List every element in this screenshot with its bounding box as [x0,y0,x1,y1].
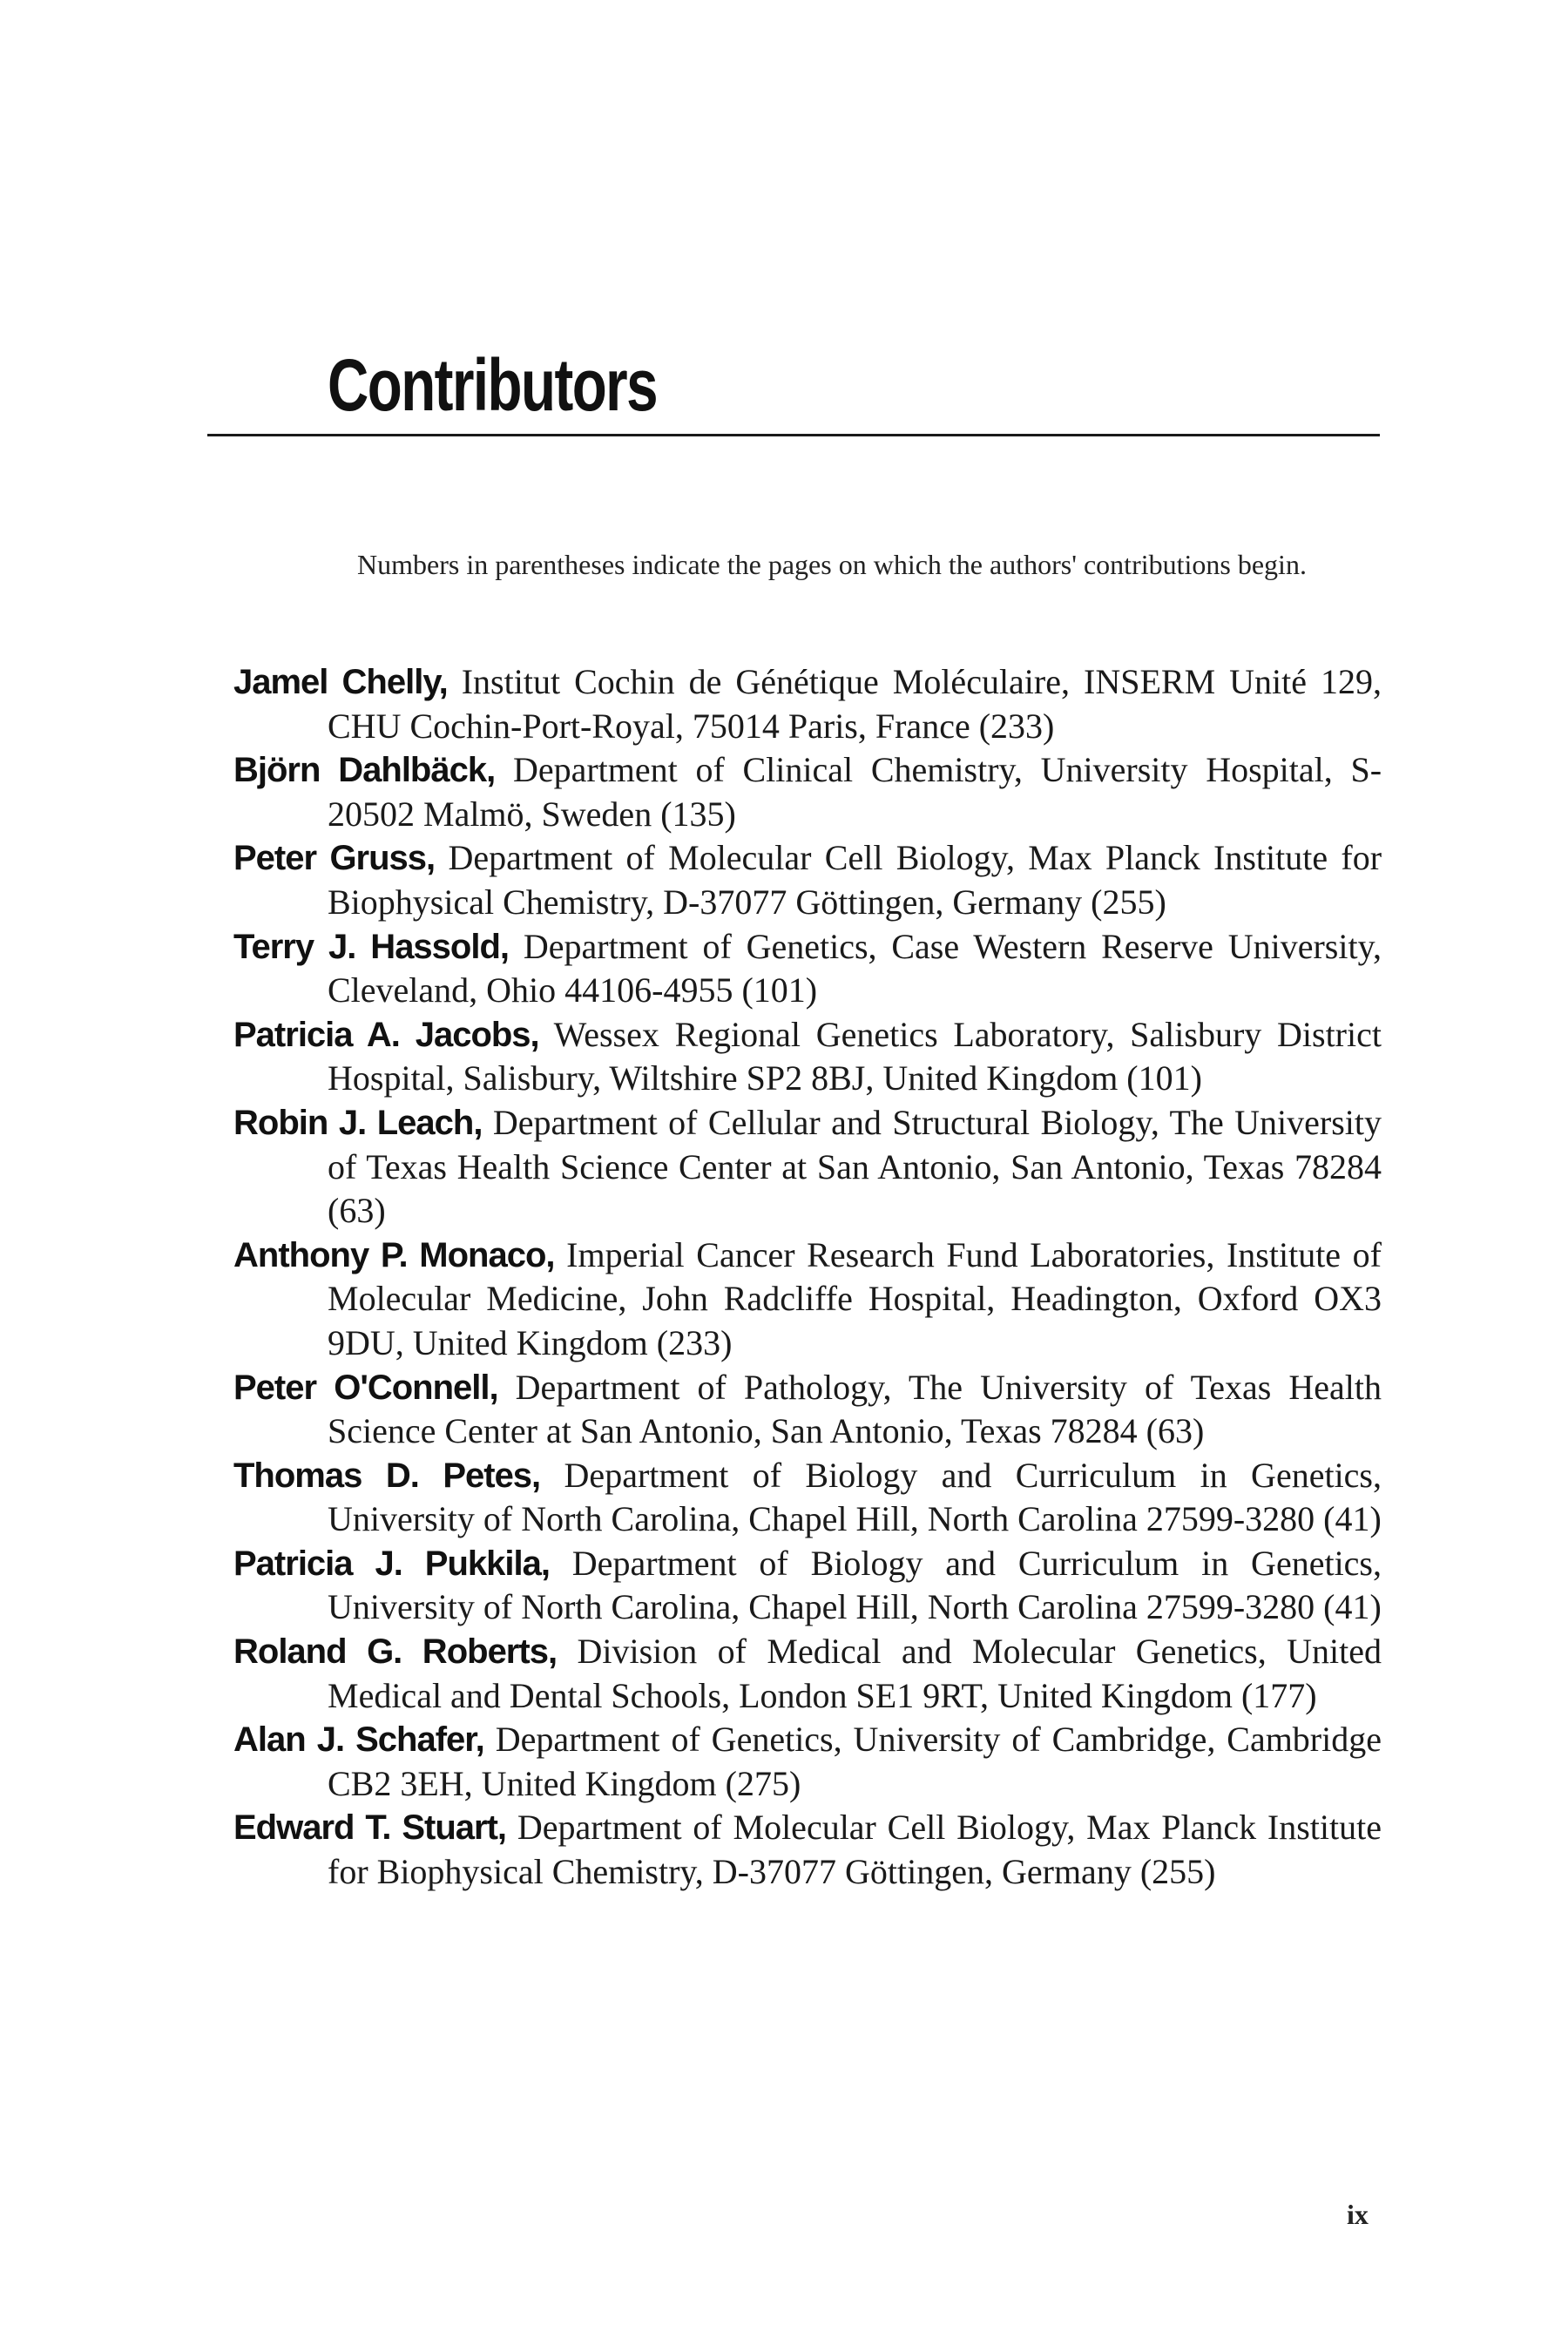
title-rule [207,434,1380,436]
contributor-name: Roland G. Roberts, [233,1632,558,1672]
contributor-entry [233,1806,1382,1894]
contributor-name: Jamel Chelly, [233,663,448,701]
contributor-name: Patricia A. Jacobs, [233,1015,539,1054]
contributor-details: Imperial Cancer Research Fund Laboratories, Institute of Molecular Medicine, John Radcliffe Hospital, Headington, Oxford OX3 9DU, United Kingdom (233) [328,1234,1382,1362]
contributor-name: Peter Gruss, [233,839,436,878]
contributor-details: Division of Medical and Molecular Genetics, United Medical and Dental Schools, London SE1 9RT, United Kingdom (177) [328,1632,1382,1715]
contributor-name: Anthony P. Monaco, [233,1235,555,1274]
contributor-details: Department of Genetics, University of Cambridge, Cambridge CB2 3EH, United Kingdom (275) [328,1720,1382,1803]
contributor-name: Patricia J. Pukkila, [233,1544,550,1583]
page-note: Numbers in parentheses indicate the pages on which the authors' contributions begin. [357,549,1307,580]
contributor-entry [233,660,1382,748]
contributor-details: Department of Pathology, The University of Texas Health Science Center at San Antonio, San Antonio, Texas 78284 (63) [328,1367,1382,1451]
contributor-details: Institut Cochin de Génétique Moléculaire, INSERM Unité 129, CHU Cochin-Port-Royal, 75014 Paris, France (233) [328,662,1382,746]
contributor-details: Department of Molecular Cell Biology, Max Planck Institute for Biophysical Chemistry, D-37077 Göttingen, Germany (255) [328,838,1382,922]
contributor-details: Department of Biology and Curriculum in Genetics, University of North Carolina, Chapel Hill, North Carolina 27599-3280 (41) [328,1455,1382,1539]
contributor-details: Department of Biology and Curriculum in Genetics, University of North Carolina, Chapel Hill, North Carolina 27599-3280 (41) [328,1543,1382,1627]
contributor-entry [233,1630,1382,1718]
contributor-name: Edward T. Stuart, [233,1808,507,1848]
page-number: ix [1347,2199,1369,2230]
contributor-entry [233,925,1382,1013]
contributor-details: Wessex Regional Genetics Laboratory, Salisbury District Hospital, Salisbury, Wiltshire SP2 8BJ, United Kingdom (101) [328,1014,1382,1098]
contributor-details: Department of Molecular Cell Biology, Max Planck Institute for Biophysical Chemistry, D-37077 Göttingen, Germany (255) [328,1808,1382,1892]
contributor-entry [233,1454,1382,1542]
contributor-entry [233,1013,1382,1101]
contributor-name: Robin J. Leach, [233,1103,483,1142]
contributor-entry [233,748,1382,836]
contributor-entry [233,1542,1382,1630]
contributor-entry [233,1101,1382,1233]
contributor-name: Björn Dahlbäck, [233,751,496,790]
contributor-entry [233,836,1382,924]
contributor-name: Thomas D. Petes, [233,1456,541,1495]
contributor-details: Department of Cellular and Structural Biology, The University of Texas Health Science Center at San Antonio, San Antonio, Texas 78284 (63) [328,1102,1382,1231]
contributor-list [233,660,1382,1895]
contributor-name: Terry J. Hassold, [233,927,510,966]
contributor-entry [233,1366,1382,1454]
contributor-name: Alan J. Schafer, [233,1720,484,1760]
contributor-details: Department of Clinical Chemistry, University Hospital, S-20502 Malmö, Sweden (135) [328,750,1382,834]
contributor-entry [233,1233,1382,1366]
contributor-details: Department of Genetics, Case Western Reserve University, Cleveland, Ohio 44106-4955 (101) [328,926,1382,1010]
page-title: Contributors [328,344,657,426]
contributor-entry [233,1718,1382,1806]
contributor-name: Peter O'Connell, [233,1368,498,1407]
